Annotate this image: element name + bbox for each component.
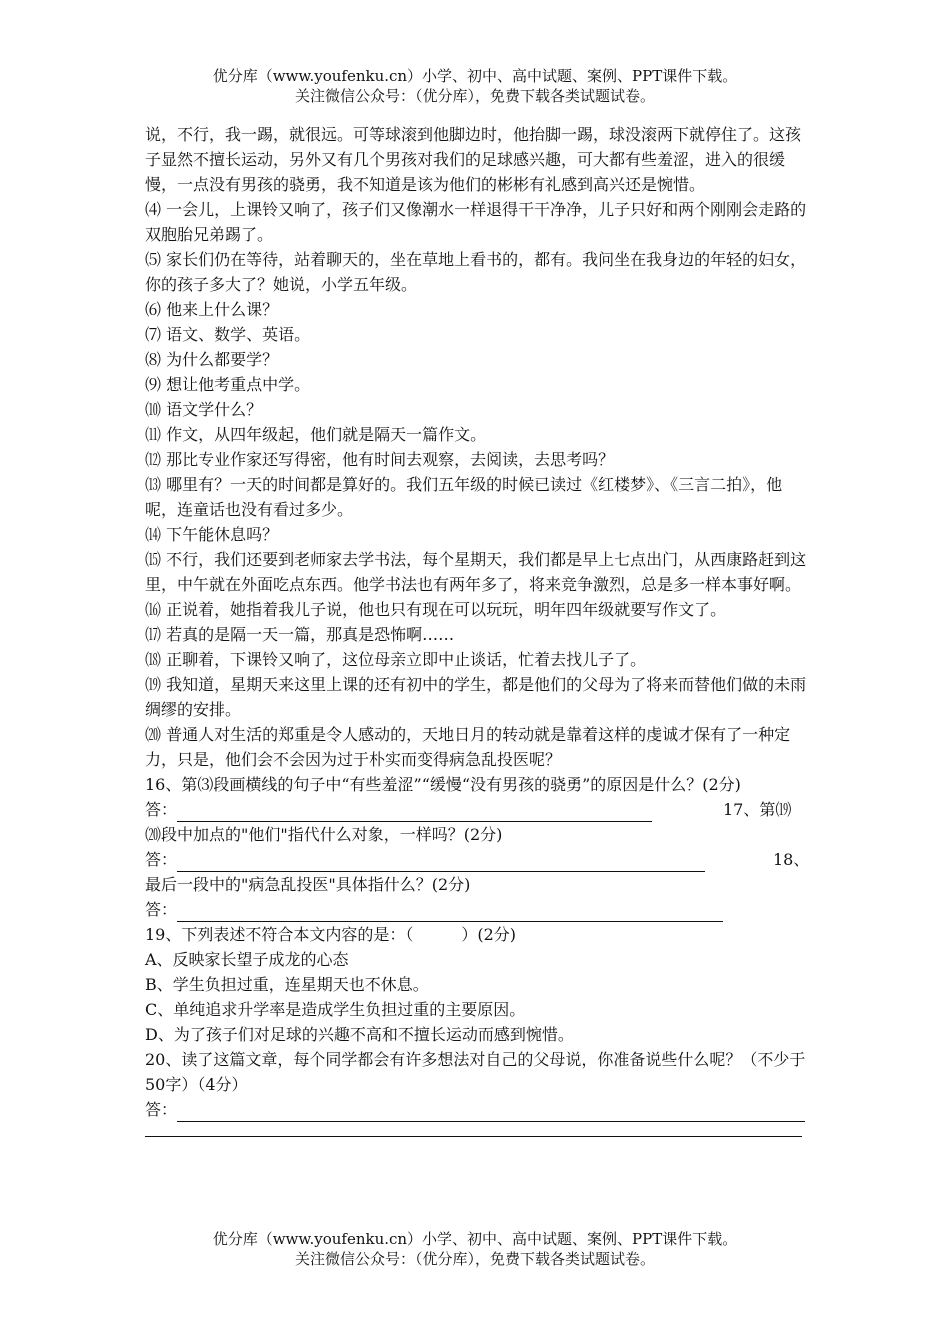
answer-label-17: 答： xyxy=(145,850,178,869)
question-18: 最后一段中的"病急乱投医"具体指什么？(2分) xyxy=(145,875,471,894)
answer-line-20-continued[interactable] xyxy=(145,1122,802,1137)
answer-row-16 xyxy=(145,797,810,822)
question-18-number: 18、 xyxy=(773,850,810,869)
answer-row-20 xyxy=(145,1097,810,1122)
option-b[interactable]: B、学生负担过重，连星期天也不休息。 xyxy=(145,975,429,994)
header-line-1: 优分库（www.youfenku.cn）小学、初中、高中试题、案例、PPT课件下载。 xyxy=(212,67,738,85)
paragraph-14: ⒁ 下午能休息吗？ xyxy=(145,525,279,544)
paragraph-3-continued: 说，不行，我一踢，就很远。可等球滚到他脚边时，他抬脚一踢，球没滚两下就停住了。这孩子显然不擅长运动，另外又有几个男孩对我们的足球感兴趣，可大都有些羞涩，进入的很缓慢，一点没有男孩的骁勇，我不知道是该为他们的彬彬有礼感到高兴还是惋惜。 xyxy=(145,125,802,194)
footer-line-2: 关注微信公众号：（优分库），免费下载各类试题试卷。 xyxy=(294,1250,655,1268)
answer-row-18 xyxy=(145,897,810,922)
answer-label-16: 答： xyxy=(145,800,178,819)
page-footer xyxy=(0,1229,950,1269)
question-17: ⒇段中加点的"他们"指代什么对象，一样吗？(2分) xyxy=(145,825,503,844)
paragraph-7: ⑺ 语文、数学、英语。 xyxy=(145,325,311,344)
option-d[interactable]: D、为了孩子们对足球的兴趣不高和不擅长运动而感到惋惜。 xyxy=(145,1025,574,1044)
question-20: 20、读了这篇文章，每个同学都会有许多想法对自己的父母说，你准备说些什么呢？（不少于50字）（4分） xyxy=(145,1050,806,1094)
answer-row-17 xyxy=(145,847,810,872)
answer-line-18[interactable] xyxy=(177,904,723,922)
option-c[interactable]: C、单纯追求升学率是造成学生负担过重的主要原因。 xyxy=(145,1000,526,1019)
answer-line-17[interactable] xyxy=(177,854,705,872)
paragraph-10: ⑽ 语文学什么？ xyxy=(145,400,263,419)
paragraph-20: ⒇ 普通人对生活的郑重是令人感动的，天地日月的转动就是靠着这样的虔诚才保有了一种定力，只是，他们会不会因为过于朴实而变得病急乱投医呢？ xyxy=(145,725,791,769)
paragraph-11: ⑾ 作文，从四年级起，他们就是隔天一篇作文。 xyxy=(145,425,487,444)
document-body xyxy=(145,122,810,1137)
header-line-2: 关注微信公众号：（优分库），免费下载各类试题试卷。 xyxy=(294,87,655,105)
paragraph-8: ⑻ 为什么都要学？ xyxy=(145,350,279,369)
answer-line-16[interactable] xyxy=(177,804,652,822)
question-19: 19、下列表述不符合本文内容的是：（ ）(2分) xyxy=(145,925,517,944)
page-header xyxy=(0,66,950,106)
answer-label-20: 答： xyxy=(145,1100,178,1119)
paragraph-19: ⒆ 我知道，星期天来这里上课的还有初中的学生，都是他们的父母为了将来而替他们做的未雨绸缪的安排。 xyxy=(145,675,807,719)
paragraph-18: ⒅ 正聊着，下课铃又响了，这位母亲立即中止谈话，忙着去找儿子了。 xyxy=(145,650,647,669)
paragraph-17: ⒄ 若真的是隔一天一篇，那真是恐怖啊…… xyxy=(145,625,455,644)
question-16: 16、第⑶段画横线的句子中“有些羞涩”“缓慢“没有男孩的骁勇”的原因是什么？(2分) xyxy=(145,775,741,794)
paragraph-15: ⒂ 不行，我们还要到老师家去学书法，每个星期天，我们都是早上七点出门，从西康路赶到这里，中午就在外面吃点东西。他学书法也有两年多了，将来竞争激烈，总是多一样本事好啊。 xyxy=(145,550,807,594)
option-a[interactable]: A、反映家长望子成龙的心态 xyxy=(145,950,349,969)
paragraph-6: ⑹ 他来上什么课？ xyxy=(145,300,279,319)
paragraph-9: ⑼ 想让他考重点中学。 xyxy=(145,375,311,394)
footer-line-1: 优分库（www.youfenku.cn）小学、初中、高中试题、案例、PPT课件下载。 xyxy=(212,1230,738,1248)
answer-label-18: 答： xyxy=(145,900,178,919)
paragraph-12: ⑿ 那比专业作家还写得密，他有时间去观察，去阅读，去思考吗？ xyxy=(145,450,615,469)
question-17-number: 17、第⒆ xyxy=(723,800,792,819)
paragraph-4: ⑷ 一会儿，上课铃又响了，孩子们又像潮水一样退得干干净净，儿子只好和两个刚刚会走路的双胞胎兄弟踢了。 xyxy=(145,200,807,244)
paragraph-5: ⑸ 家长们仍在等待，站着聊天的，坐在草地上看书的，都有。我问坐在我身边的年轻的妇女，你的孩子多大了？她说，小学五年级。 xyxy=(145,250,807,294)
paragraph-16: ⒃ 正说着，她指着我儿子说，他也只有现在可以玩玩，明年四年级就要写作文了。 xyxy=(145,600,727,619)
paragraph-13: ⒀ 哪里有？一天的时间都是算好的。我们五年级的时候已读过《红楼梦》、《三言二拍》，他呢，连童话也没有看过多少。 xyxy=(145,475,783,519)
answer-line-20[interactable] xyxy=(177,1104,805,1122)
